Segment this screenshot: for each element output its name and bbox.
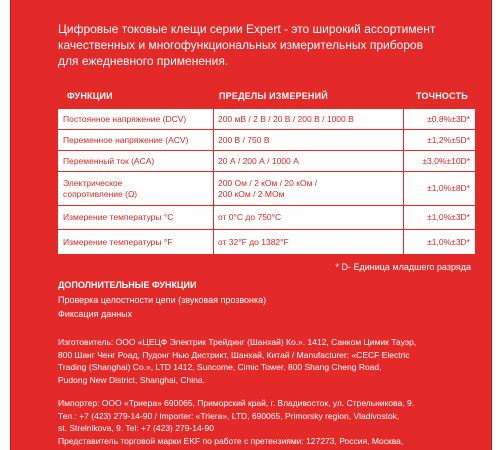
manufacturer-line: Pudong New District, Shanghai, China. — [58, 374, 205, 385]
manufacturer-line: Trading (Shanghai) Co.», LTD 1412, Suncome, Cimic Tower, 800 Shang Cheng Road, — [58, 362, 382, 372]
intro-text — [58, 21, 478, 69]
row-accuracy: ±1,0%±3D* — [427, 236, 470, 247]
spec-table-header — [11, 91, 491, 105]
row-range: 20 А / 200 А / 1000 А — [218, 155, 299, 166]
row-function: Переменный ток (ACA) — [63, 155, 155, 166]
packaging-panel — [10, 0, 492, 450]
intro-line: Цифровые токовые клещи серии Expert - это широкий ассортимент — [58, 22, 436, 36]
row-range: 200 мВ / 2 В / 20 В / 200 В / 1000 В — [218, 113, 354, 124]
table-row — [58, 150, 475, 171]
table-footnote: * D- Единица младшего разряда — [335, 262, 471, 272]
table-row — [58, 108, 475, 129]
row-function: Электрическое — [63, 177, 123, 188]
row-range: 200 Ом / 2 кОм / 20 кОм / — [218, 177, 318, 188]
row-accuracy: ±1,2%±5D* — [427, 134, 470, 145]
row-accuracy: ±3,0%±10D* — [422, 155, 470, 166]
intro-line: качественных и многофункциональных измерительных приборов — [58, 38, 423, 52]
row-accuracy: ±1,0%±3D* — [427, 212, 470, 222]
header-accuracy: ТОЧНОСТЬ — [416, 91, 468, 101]
extra-item: Фиксация данных — [58, 309, 133, 319]
importer-line: Импортер: ООО «Триера» 690065, Приморский край, г. Владивосток, ул. Стрельникова, 9. — [58, 398, 415, 408]
manufacturer-line: 800 Шанг Ченг Роад, Пудонг Нью Дистрикт, Шанхай, Китай / Manufacturer: «CECF Electric — [58, 349, 410, 360]
table-row — [58, 205, 475, 229]
extra-functions — [58, 278, 266, 321]
manufacturer-line: Изготовитель: ООО «ЦЕЦФ Электрик Трейдинг (Шанхай) Ко.». 1412, Санком Цимик Тауэр, — [58, 337, 417, 347]
table-row — [58, 171, 475, 205]
row-accuracy: ±0,8%±3D* — [427, 113, 470, 124]
row-function: Постоянное напряжение (DCV) — [63, 113, 187, 124]
header-functions: ФУНКЦИИ — [67, 91, 113, 101]
row-range: 200 кОм / 2 МОм — [218, 188, 285, 199]
header-ranges: ПРЕДЕЛЫ ИЗМЕРЕНИЙ — [219, 91, 328, 101]
row-function: сопротивление (Ω) — [63, 188, 138, 199]
table-row — [58, 129, 475, 150]
importer-line: Тел.: +7 (423) 279-14-90 / Importer: «Triera», LTD, 690065, Primorsky region, Vladivostok, — [58, 410, 400, 421]
row-range: от 32°F до 1382°F — [218, 236, 289, 247]
extra-item: Проверка целостности цепи (звуковая прозвонка) — [58, 295, 267, 305]
manufacturer-info — [58, 336, 478, 386]
row-range: 200 В / 750 В — [218, 134, 270, 145]
row-function: Измерение температуры °F — [63, 236, 173, 247]
row-function: Переменное напряжение (ACV) — [63, 134, 189, 145]
importer-info — [58, 397, 478, 447]
extra-heading: ДОПОЛНИТЕЛЬНЫЕ ФУНКЦИИ — [58, 280, 197, 290]
row-function: Измерение температуры °С — [63, 212, 174, 222]
row-accuracy: ±1,0%±8D* — [427, 183, 470, 193]
intro-line: для ежедневного применения. — [58, 54, 229, 68]
row-range: от 0°С до 750°С — [218, 212, 282, 222]
importer-line: Представитель торговой марки EKF по работе с претензиями: 127273, Россия, Москва, — [58, 435, 404, 446]
table-row — [58, 229, 475, 254]
importer-line: st. Strelnikova, 9. Tel: +7 (423) 279-14-90 — [58, 423, 215, 433]
